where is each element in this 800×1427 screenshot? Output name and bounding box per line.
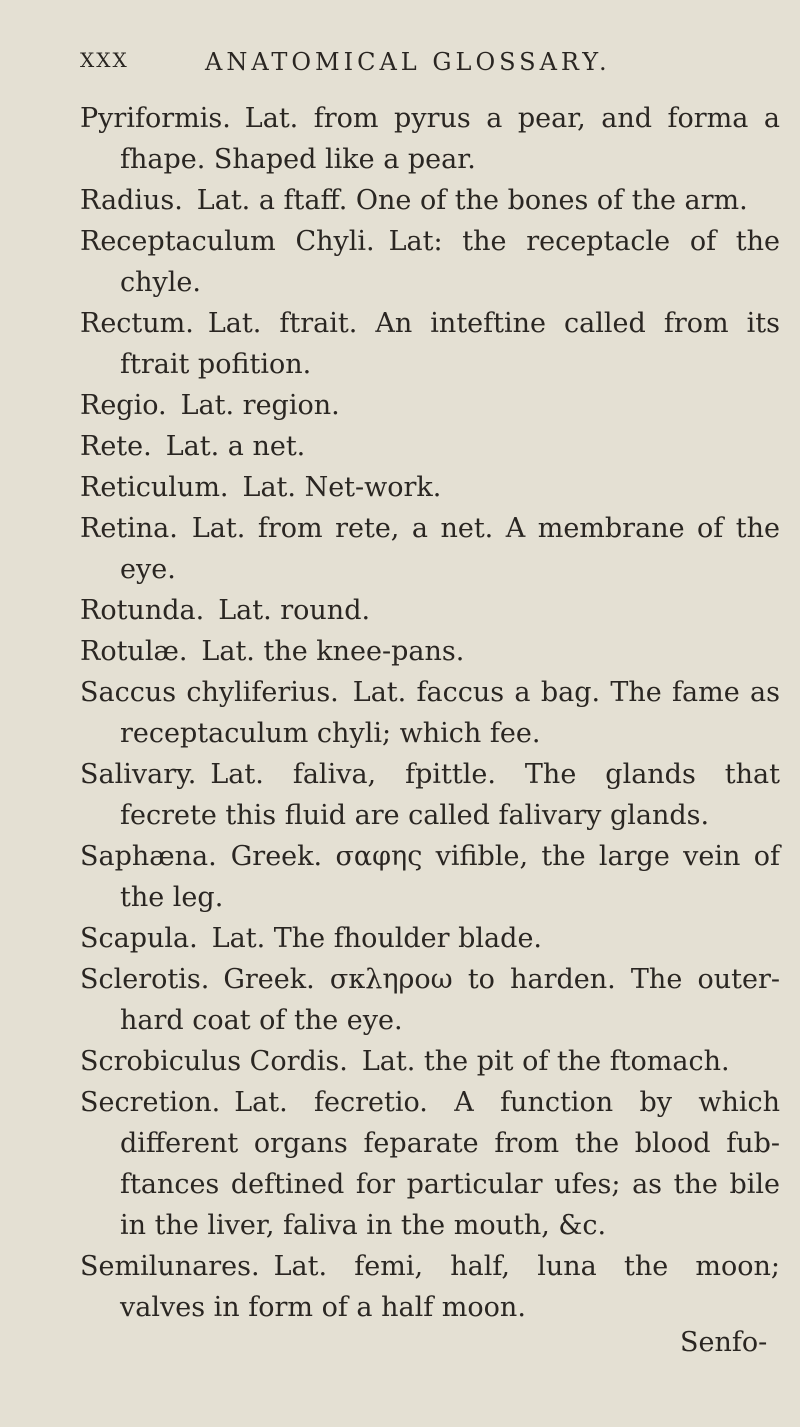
glossary-entry: [80, 98, 780, 180]
glossary-entry: [80, 467, 780, 508]
catchword: Senfo-: [680, 1327, 768, 1358]
page-number: XXX: [80, 48, 129, 72]
glossary-entry: [80, 426, 780, 467]
entry-term: Receptaculum Chyli.: [80, 226, 375, 257]
entry-definition: femi, half, luna the moon; valves in form of a half moon.: [120, 1251, 781, 1323]
glossary-entry: [80, 303, 780, 385]
entry-term: Rotulæ.: [80, 636, 188, 667]
entry-definition: a net.: [227, 431, 306, 462]
entry-definition: σαφης vifible, the large vein of the leg.: [120, 841, 780, 913]
entry-term: Semilunares.: [80, 1251, 260, 1282]
glossary-entry: [80, 1041, 780, 1082]
entry-definition: The fhoulder blade.: [273, 923, 542, 954]
entry-term: Pyriformis.: [80, 103, 231, 134]
entry-language: Lat.: [361, 1046, 416, 1077]
glossary-entry: [80, 180, 780, 221]
entry-term: Retina.: [80, 513, 178, 544]
entry-definition: from rete, a net. A membrane of the eye.: [120, 513, 780, 585]
entry-language: Lat.: [234, 1087, 288, 1118]
glossary-entry: [80, 918, 780, 959]
entry-definition: the knee-pans.: [263, 636, 465, 667]
glossary-entry: [80, 385, 780, 426]
glossary-entry: [80, 672, 780, 754]
entry-definition: the pit of the ftomach.: [423, 1046, 730, 1077]
entry-term: Sclerotis.: [80, 964, 210, 995]
entry-language: Lat.: [218, 595, 272, 626]
glossary-entry: [80, 1246, 780, 1328]
entry-language: Lat.: [201, 636, 255, 667]
entry-definition: faliva, fpittle. The glands that fecrete this fluid are called falivary glands.: [120, 759, 780, 831]
glossary-entry: [80, 508, 780, 590]
entry-language: Lat.: [273, 1251, 328, 1282]
glossary-entry: [80, 221, 780, 303]
entry-language: Lat.: [196, 185, 251, 216]
entry-term: Salivary.: [80, 759, 197, 790]
entry-definition: faccus a bag. The fame as receptaculum chyli; which fee.: [120, 677, 780, 749]
entry-language: Lat.: [180, 390, 235, 421]
entry-language: Lat.: [191, 513, 246, 544]
entry-language: Lat.: [352, 677, 407, 708]
glossary-entry: [80, 754, 780, 836]
running-head: [80, 48, 760, 88]
entry-definition: ftrait. An inteftine called from its ftrait pofition.: [120, 308, 780, 380]
glossary-entries: [80, 98, 780, 1328]
entry-definition: round.: [280, 595, 371, 626]
glossary-entry: [80, 959, 780, 1041]
glossary-entry: [80, 590, 780, 631]
entry-language: Lat.: [244, 103, 299, 134]
entry-term: Reticulum.: [80, 472, 229, 503]
running-title: ANATOMICAL GLOSSARY.: [205, 48, 611, 76]
entry-term: Scapula.: [80, 923, 198, 954]
entry-language: Greek.: [223, 964, 315, 995]
entry-term: Rete.: [80, 431, 152, 462]
entry-language: Greek.: [230, 841, 323, 872]
glossary-entry: [80, 836, 780, 918]
entry-language: Lat.: [211, 923, 266, 954]
entry-definition: Net-work.: [304, 472, 442, 503]
entry-definition: the receptacle of the chyle.: [120, 226, 780, 298]
entry-term: Secretion.: [80, 1087, 221, 1118]
entry-definition: region.: [242, 390, 340, 421]
entry-term: Rectum.: [80, 308, 194, 339]
entry-term: Saphæna.: [80, 841, 217, 872]
entry-language: Lat.: [242, 472, 296, 503]
entry-definition: from pyrus a pear, and forma a fhape. Shaped like a pear.: [120, 103, 780, 175]
entry-definition: a ftaff. One of the bones of the arm.: [258, 185, 748, 216]
entry-language: Lat:: [388, 226, 443, 257]
entry-term: Scrobiculus Cordis.: [80, 1046, 348, 1077]
entry-language: Lat.: [210, 759, 264, 790]
entry-language: Lat.: [207, 308, 262, 339]
entry-definition: fecretio. A function by which different organs feparate from the blood fub-ftances deftined for particular ufes; as the bile in the liver, faliva in the mouth, &c.: [120, 1087, 780, 1241]
glossary-entry: [80, 631, 780, 672]
entry-term: Radius.: [80, 185, 183, 216]
entry-definition: σκληροω to harden. The outer-hard coat of the eye.: [120, 964, 780, 1036]
entry-term: Saccus chyliferius.: [80, 677, 339, 708]
entry-term: Rotunda.: [80, 595, 205, 626]
entry-language: Lat.: [165, 431, 220, 462]
entry-term: Regio.: [80, 390, 167, 421]
glossary-entry: [80, 1082, 780, 1246]
